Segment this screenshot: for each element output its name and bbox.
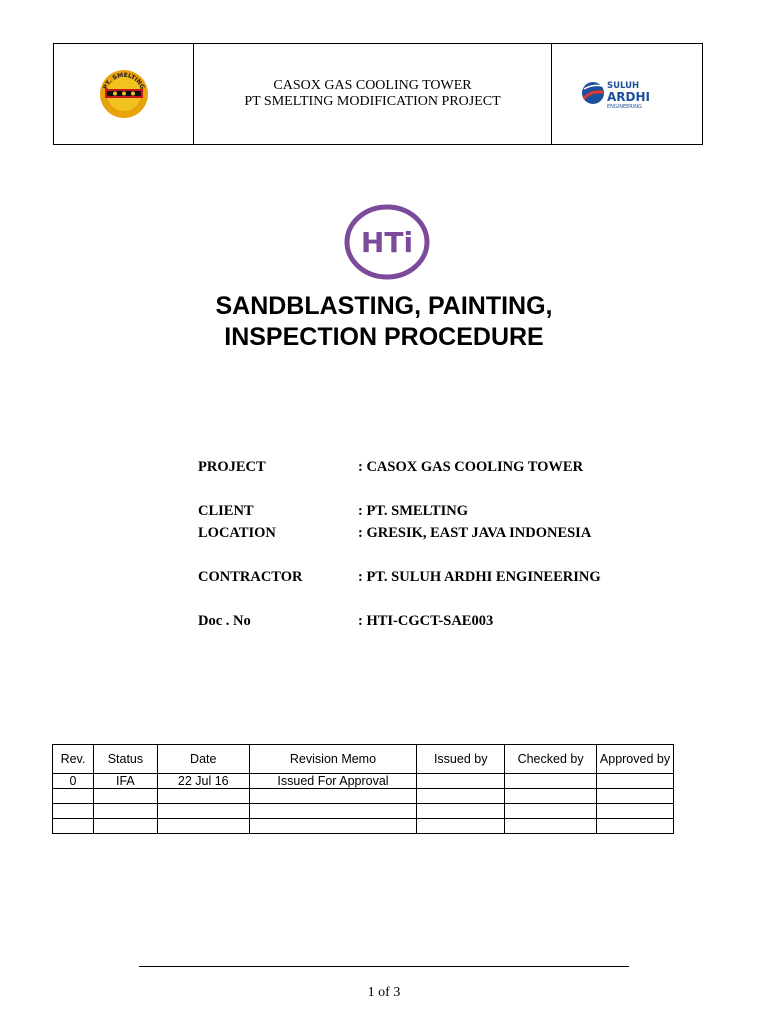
header-line-2: PT SMELTING MODIFICATION PROJECT: [244, 94, 501, 109]
page-number: 1 of 3: [367, 985, 401, 1000]
info-value: : PT. SULUH ARDHI ENGINEERING: [358, 569, 601, 585]
info-label: CONTRACTOR: [198, 569, 303, 585]
header-left-cell: [54, 44, 194, 144]
table-cell: [53, 804, 94, 819]
table-cell: 22 Jul 16: [157, 774, 249, 789]
header-line-1: CASOX GAS COOLING TOWER: [273, 78, 472, 93]
table-cell: [93, 819, 157, 834]
pt-smelting-logo: [97, 69, 151, 119]
col-header-approved-by: Approved by: [597, 745, 674, 774]
table-cell: [505, 774, 597, 789]
table-header-row: [53, 745, 674, 774]
col-header-issued-by: Issued by: [417, 745, 505, 774]
table-cell: [417, 819, 505, 834]
table-cell: [249, 804, 417, 819]
info-row-project: [198, 458, 678, 476]
logo-word-2: ARDHI: [607, 90, 650, 104]
info-value: : CASOX GAS COOLING TOWER: [358, 459, 584, 475]
info-value: : GRESIK, EAST JAVA INDONESIA: [358, 525, 592, 541]
col-header-date: Date: [157, 745, 249, 774]
info-label: PROJECT: [198, 459, 266, 475]
table-cell: [53, 789, 94, 804]
table-row: [53, 819, 674, 834]
table-cell: 0: [53, 774, 94, 789]
info-value: : PT. SMELTING: [358, 503, 468, 519]
suluh-ardhi-logo: [581, 79, 673, 109]
col-header-checked-by: Checked by: [505, 745, 597, 774]
table-cell: [597, 804, 674, 819]
col-header-rev: Rev.: [53, 745, 94, 774]
logo-word-3: ENGINEERING: [607, 104, 642, 109]
title-line-1: SANDBLASTING, PAINTING,: [215, 292, 553, 320]
info-row-contractor: [198, 568, 678, 586]
hti-logo: [343, 203, 431, 281]
table-cell: IFA: [93, 774, 157, 789]
pt-smelting-logo-text: PT. SMELTING: [101, 71, 146, 91]
info-row-location: [198, 524, 678, 542]
table-cell: [597, 819, 674, 834]
info-label: CLIENT: [198, 503, 254, 519]
info-label: LOCATION: [198, 525, 276, 541]
table-cell: [249, 789, 417, 804]
col-header-revision-memo: Revision Memo: [249, 745, 417, 774]
table-cell: [53, 819, 94, 834]
header-right-cell: [552, 44, 702, 144]
document-title: [0, 291, 768, 353]
table-cell: [505, 789, 597, 804]
header-box: [53, 43, 703, 145]
table-cell: [505, 804, 597, 819]
table-cell: [157, 819, 249, 834]
revision-table: [52, 744, 674, 834]
table-cell: [597, 774, 674, 789]
footer-rule: [139, 966, 629, 967]
table-cell: [417, 804, 505, 819]
table-cell: [505, 819, 597, 834]
table-row: [53, 804, 674, 819]
table-cell: [249, 819, 417, 834]
info-label: Doc . No: [198, 613, 251, 629]
info-row-doc-no: [198, 612, 678, 630]
table-cell: Issued For Approval: [249, 774, 417, 789]
title-line-2: INSPECTION PROCEDURE: [224, 323, 544, 351]
table-row: [53, 789, 674, 804]
col-header-status: Status: [93, 745, 157, 774]
table-cell: [417, 774, 505, 789]
table-cell: [157, 804, 249, 819]
info-row-client: [198, 502, 678, 520]
header-title-cell: [194, 44, 552, 144]
table-cell: [93, 789, 157, 804]
table-cell: [417, 789, 505, 804]
logo-word-1: SULUH: [607, 81, 640, 91]
table-cell: [157, 789, 249, 804]
info-value: : HTI-CGCT-SAE003: [358, 613, 494, 629]
table-cell: [93, 804, 157, 819]
table-cell: [597, 789, 674, 804]
hti-logo-text: HTi: [360, 226, 414, 259]
table-row: [53, 774, 674, 789]
